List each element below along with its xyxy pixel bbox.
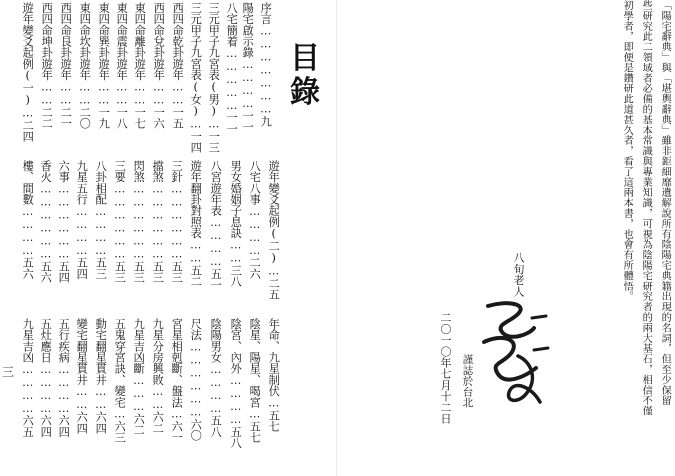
toc-entry: 陰陽男女…………五八 (209, 318, 223, 438)
toc-entry: 西四命乾卦遊年……一五 (171, 2, 185, 129)
toc-entry: 三要………………五三 (113, 160, 127, 283)
toc-entry: 男女婚姻子息訣……三八 (229, 160, 243, 287)
preface-date: 二〇一〇年七月十二日 (439, 312, 452, 424)
toc-entry: 遊年變爻起例(一)…二四 (21, 2, 35, 142)
toc-entry: 閃煞………………五三 (132, 160, 146, 283)
toc-entry: 九星吉凶斷………六二 (132, 318, 146, 436)
toc-entry: 九星分房興敗……六二 (151, 318, 165, 434)
toc-entry: 遊年翻卦對照表……五二 (189, 160, 203, 287)
toc-entry: 三針………………五三 (170, 160, 184, 283)
toc-entry: 八宮遊年表…………五一 (209, 160, 223, 291)
toc-entry: 五鬼穿宮訣、變宅…六三 (113, 318, 127, 443)
signature-image (474, 298, 554, 410)
toc-entry: 六事………………五四 (57, 160, 71, 283)
toc-entry: 年命、九星制伏…五七 (267, 318, 281, 432)
toc-entry: 陽宅啟示錄…………一一 (241, 2, 255, 133)
toc-entry: 宮星相剋斷、盤法…六一 (170, 318, 184, 443)
toc-entry: 五行疾病…………六四 (57, 318, 71, 438)
toc-entry: 東四命坎卦遊年……二〇 (78, 2, 92, 129)
toc-entry: 陰宮、內外…………五八 (229, 318, 243, 449)
toc-entry: 西四命坤卦遊年……二二 (40, 2, 54, 129)
toc-entry: 三元甲子九宮表(女)…一四 (189, 2, 203, 153)
toc-entry: 三元甲子九宮表(男)…一三 (207, 2, 221, 153)
toc-entry: 香火………………五六 (39, 160, 53, 283)
toc-title-char-2: 錄 (290, 75, 320, 110)
toc-entry: 八宅八事…………二六 (248, 160, 262, 280)
toc-title-char-1: 目 (290, 41, 320, 76)
toc-entry: 序言…………………九 (259, 2, 273, 127)
page-gutter (336, 0, 337, 476)
toc-entry: 動宅翻星貫井……六四 (94, 318, 108, 434)
toc-entry: 樓、間數…………五六 (21, 160, 35, 280)
toc-entry: 八卦相配…………五三 (94, 160, 108, 280)
toc-entry: 遊年變爻起例(二)…二五 (267, 160, 281, 300)
toc-entry: 東四命巽卦遊年……一九 (97, 2, 111, 129)
page-number: 三 (2, 365, 15, 379)
toc-entry: 九星五行…………五四 (75, 160, 89, 280)
toc-entry: 東四命震卦遊年……一八 (115, 2, 129, 129)
toc-entry: 八宅簡着……………一一 (225, 2, 239, 135)
toc-entry: 西四命兌卦遊年……一六 (152, 2, 166, 129)
toc-entry: 擋煞………………五三 (151, 160, 165, 283)
preface-line: 些研究此二領域者必備的基本常識與專業知識，可視為陰陽宅研究者的兩大基石，相信不僅 (640, 0, 652, 416)
author-title: 八旬老人 (512, 252, 525, 297)
preface-line: 「陽宅辭典」與「堪輿辭典」雖非鉅細靡遺解說所有陰陽宅典籍出現的名詞，但至少保留 (659, 0, 671, 406)
preface-line: 初學者，即便是鑽研此道甚久者，看了這兩本書，也會有所體悟。 (621, 0, 633, 302)
toc-entry: 東四命離卦遊年……一七 (133, 2, 147, 129)
toc-entry: 變宅翻星貫井……六四 (75, 318, 89, 434)
toc-entry: 尺法………………六〇 (189, 318, 203, 441)
signature-note: 謹誌於台北 (461, 354, 474, 408)
toc-entry: 五灶應日…………六四 (39, 318, 53, 438)
toc-entry: 陰星、陽星、喝宮…五七 (248, 318, 262, 443)
toc-entry: 西四命艮卦遊年……二一 (59, 2, 73, 129)
toc-entry: 九星吉凶…………六五 (21, 318, 35, 438)
